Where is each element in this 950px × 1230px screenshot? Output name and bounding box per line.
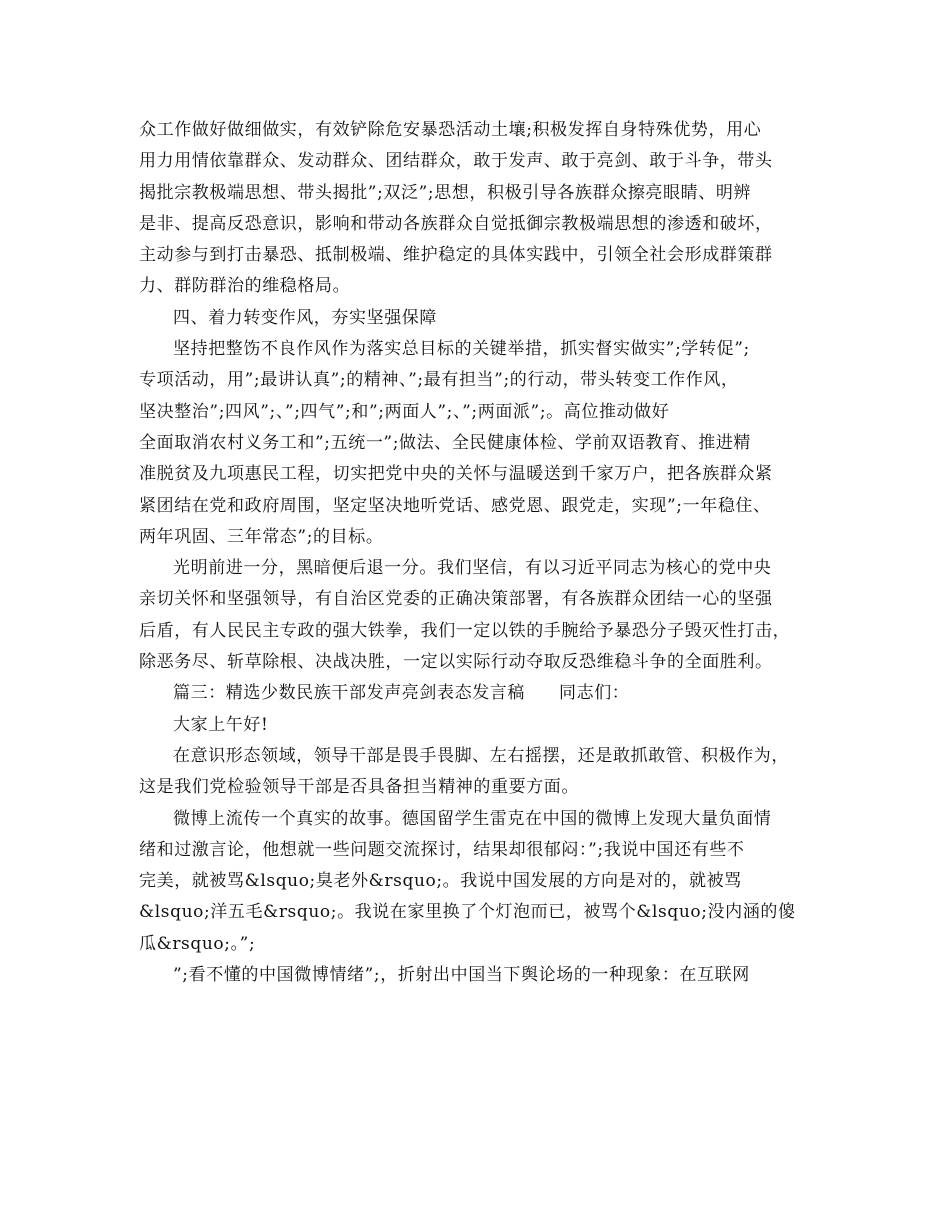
text-line: &lsquo;洋五毛&rsquo;。我说在家里换了个灯泡而已，被骂个&lsquo;没内涵的傻 — [139, 902, 796, 923]
article-title: 篇三：精选少数民族干部发声亮剑表态发言稿 — [173, 683, 525, 704]
text-line: 绪和过激言论，他想就一些问题交流探讨，结果却很郁闷：”;我说中国还有些不 — [139, 839, 745, 860]
text-line: 是非、提高反恐意识，影响和带动各族群众自觉抵御宗教极端思想的渗透和破坏， — [139, 213, 773, 234]
text-line: 后盾，有人民民主专政的强大铁拳，我们一定以铁的手腕给予暴恐分子毁灭性打击， — [139, 620, 791, 641]
salutation: 同志们： — [559, 683, 630, 704]
section-heading: 四、着力转变作风，夯实坚强保障 — [173, 307, 437, 328]
text-line: 紧团结在党和政府周围，坚定坚决地听党话、感党恩、跟党走，实现”;一年稳住、 — [139, 495, 771, 516]
text-line: 揭批宗教极端思想、带头揭批”;双泛”;思想，积极引导各族群众擦亮眼睛、明辨 — [139, 182, 752, 203]
text-line: 主动参与到打击暴恐、抵制极端、维护稳定的具体实践中，引领全社会形成群策群 — [139, 245, 773, 266]
text-line: 除恶务尽、斩草除根、决战决胜，一定以实际行动夺取反恐维稳斗争的全面胜利。 — [139, 652, 773, 673]
text-line: 力、群防群治的维稳格局。 — [139, 276, 351, 297]
text-line: 亲切关怀和坚强领导，有自治区党委的正确决策部署，有各族群众团结一心的坚强 — [139, 589, 773, 610]
text-line: 这是我们党检验领导干部是否具备担当精神的重要方面。 — [139, 777, 579, 798]
article-title-line — [139, 678, 829, 709]
text-line: ”;看不懂的中国微博情绪”;，折射出中国当下舆论场的一种现象：在互联网 — [173, 965, 750, 986]
document-body — [139, 115, 829, 991]
text-line: 完美，就被骂&lsquo;臭老外&rsquo;。我说中国发展的方向是对的，就被骂 — [139, 871, 742, 892]
text-line: 坚决整治”;四风”;、”;四气”;和”;两面人”;、”;两面派”;。高位推动做好 — [139, 401, 670, 422]
text-line: 微博上流传一个真实的故事。德国留学生雷克在中国的微博上发现大量负面情 — [173, 808, 772, 829]
text-line: 两年巩固、三年常态”;的目标。 — [139, 526, 384, 547]
text-line: 专项活动，用”;最讲认真”;的精神、”;最有担当”;的行动，带头转变工作作风， — [139, 370, 739, 391]
text-line: 瓜&rsquo;。”; — [139, 933, 256, 954]
greeting: 大家上午好! — [173, 714, 269, 735]
text-line: 用力用情依靠群众、发动群众、团结群众，敢于发声、敢于亮剑、敢于斗争，带头 — [139, 151, 773, 172]
text-line: 坚持把整饬不良作风作为落实总目标的关键举措，抓实督实做实”;学转促”; — [173, 339, 750, 360]
text-line: 全面取消农村义务工和”;五统一”;做法、全民健康体检、学前双语教育、推进精 — [139, 432, 752, 453]
text-line: 准脱贫及九项惠民工程，切实把党中央的关怀与温暖送到千家万户，把各族群众紧 — [139, 464, 773, 485]
text-line: 在意识形态领域，领导干部是畏手畏脚、左右摇摆，还是敢抓敢管、积极作为， — [173, 745, 789, 766]
text-line: 众工作做好做细做实，有效铲除危安暴恐活动土壤;积极发挥自身特殊优势，用心 — [139, 120, 762, 140]
text-line: 光明前进一分，黑暗便后退一分。我们坚信，有以习近平同志为核心的党中央 — [173, 558, 772, 579]
